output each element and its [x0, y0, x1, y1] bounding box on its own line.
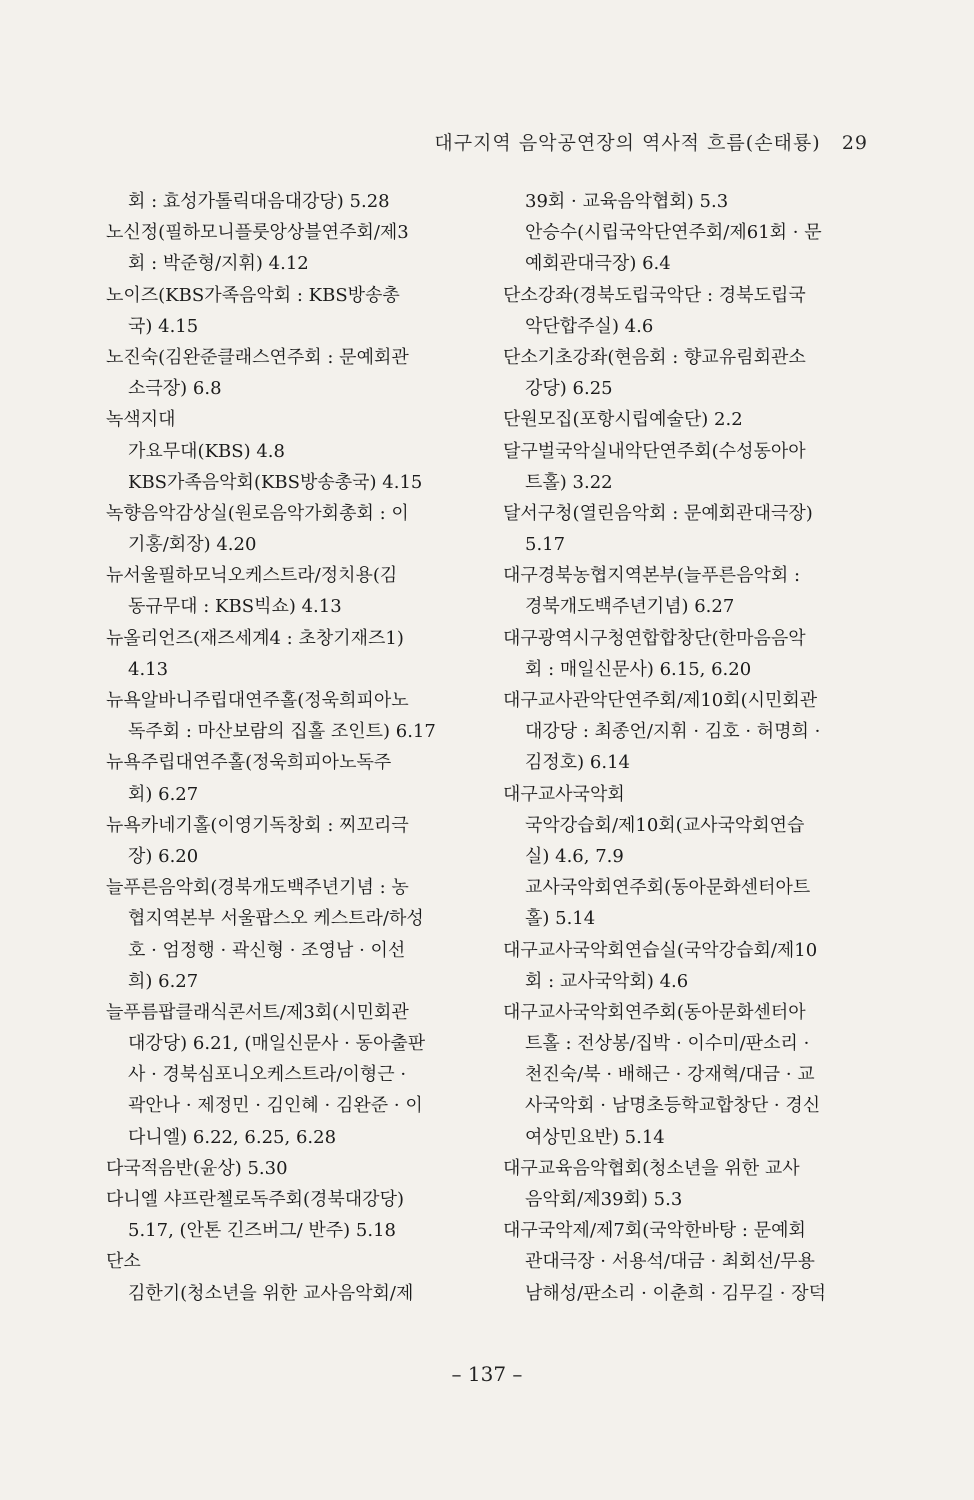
page-footer [0, 1362, 974, 1386]
index-entry-line: 달서구청(열린음악회 : 문예회관대극장) [503, 502, 813, 524]
index-continuation-line: 트홀 : 전상봉/집박 · 이수미/판소리 · [525, 1033, 810, 1055]
index-continuation-line: 희) 6.27 [128, 970, 199, 992]
index-continuation-line: 4.13 [128, 658, 169, 680]
index-continuation-line: 동규무대 : KBS빅쇼) 4.13 [128, 596, 342, 618]
index-continuation-line: 다니엘) 6.22, 6.25, 6.28 [128, 1126, 337, 1148]
index-entry-line: 단소기초강좌(현음회 : 향교유림회관소 [503, 346, 806, 368]
index-entry-line: 대구교사국악회연습실(국악강습회/제10 [503, 939, 818, 961]
index-continuation-line: 경북개도백주년기념) 6.27 [525, 596, 735, 618]
index-entry-line: 대구국악제/제7회(국악한바탕 : 문예회 [503, 1220, 806, 1242]
index-continuation-line: 김정호) 6.14 [525, 752, 630, 774]
index-continuation-line: 트홀) 3.22 [525, 471, 613, 493]
index-continuation-line: 장) 6.20 [128, 845, 199, 867]
index-continuation-line: 소극장) 6.8 [128, 378, 222, 400]
index-continuation-line: 사국악회 · 남명초등학교합창단 · 경신 [525, 1095, 821, 1117]
index-entry-line: 대구광역시구청연합합창단(한마음음악 [503, 627, 806, 649]
index-entry-line: 늘푸른음악회(경북개도백주년기념 : 농 [106, 877, 409, 899]
index-entry-line: 뉴욕알바니주립대연주홀(정욱희피아노 [106, 690, 409, 711]
index-continuation-line: 안승수(시립국악단연주회/제61회 · 문 [525, 222, 822, 244]
index-continuation-line: 악단합주실) 4.6 [525, 315, 654, 337]
index-continuation-line: 호 · 엄정행 · 곽신형 · 조영남 · 이선 [128, 939, 406, 961]
index-continuation-line: 기홍/회장) 4.20 [128, 534, 257, 556]
left-column [106, 186, 482, 1309]
index-entry-line: 단소강좌(경북도립국악단 : 경북도립국 [503, 284, 806, 306]
index-continuation-line: 대강당 : 최종언/지휘 · 김호 · 허명희 · [525, 721, 821, 743]
index-entry-line: 다니엘 샤프란첼로독주회(경북대강당) [106, 1189, 404, 1210]
index-continuation-line: 회 : 효성가톨릭대음대강당) 5.28 [128, 191, 390, 212]
index-continuation-line: 회) 6.27 [128, 783, 199, 805]
index-continuation-line: 김한기(청소년을 위한 교사음악회/제 [128, 1282, 414, 1304]
index-entry-line: 대구교사관악단연주회/제10회(시민회관 [503, 690, 818, 711]
index-entry-line: 노신정(필하모니플룻앙상블연주회/제3 [106, 222, 409, 244]
index-entry-line: 녹향음악감상실(원로음악가회총회 : 이 [106, 502, 409, 524]
index-entry-line: 녹색지대 [106, 409, 176, 431]
index-continuation-line: 곽안나 · 제정민 · 김인혜 · 김완준 · 이 [128, 1095, 423, 1117]
index-entry-line: 단소 [106, 1251, 141, 1273]
index-continuation-line: 음악회/제39회) 5.3 [525, 1189, 683, 1210]
index-continuation-line: 대강당) 6.21, (매일신문사 · 동아출판 [128, 1033, 426, 1055]
index-continuation-line: 실) 4.6, 7.9 [525, 845, 624, 867]
index-entry-line: 대구교사국악회연주회(동아문화센터아 [503, 1001, 806, 1023]
header-page-number: 29 [841, 132, 868, 154]
index-entry-line: 뉴서울필하모닉오케스트라/정치용(김 [106, 565, 398, 587]
index-continuation-line: 협지역본부 서울팝스오 케스트라/하성 [128, 908, 424, 930]
index-entry-line: 단원모집(포항시립예술단) 2.2 [503, 409, 743, 431]
index-entry-line: 뉴욕카네기홀(이영기독창회 : 찌꼬리극 [106, 814, 409, 836]
index-continuation-line: 회 : 매일신문사) 6.15, 6.20 [525, 658, 752, 680]
index-continuation-line: 독주회 : 마산보람의 집홀 조인트) 6.17 [128, 721, 436, 743]
index-entry-line: 늘푸름팝클래식콘서트/제3회(시민회관 [106, 1001, 409, 1023]
index-continuation-line: 예회관대극장) 6.4 [525, 253, 671, 275]
index-continuation-line: 5.17, (안톤 긴즈버그/ 반주) 5.18 [128, 1220, 396, 1242]
footer-page-number: – 137 – [451, 1362, 523, 1386]
index-entry-line: 대구교육음악협회(청소년을 위한 교사 [503, 1157, 800, 1179]
index-continuation-line: 회 : 교사국악회) 4.6 [525, 970, 689, 992]
index-entry-line: 노이즈(KBS가족음악회 : KBS방송총 [106, 284, 400, 306]
index-continuation-line: 여상민요반) 5.14 [525, 1126, 665, 1148]
index-continuation-line: 5.17 [525, 534, 566, 556]
index-continuation-line: 사 · 경북심포니오케스트라/이형근 · [128, 1064, 407, 1086]
index-continuation-line: KBS가족음악회(KBS방송총국) 4.15 [128, 471, 423, 493]
index-continuation-line: 강당) 6.25 [525, 378, 613, 400]
index-entry-line: 노진숙(김완준클래스연주회 : 문예회관 [106, 346, 409, 368]
index-entry-line: 달구벌국악실내악단연주회(수성동아아 [503, 440, 806, 462]
index-continuation-line: 가요무대(KBS) 4.8 [128, 440, 285, 462]
index-entry-line: 대구교사국악회 [503, 783, 625, 805]
index-entry-line: 뉴욕주립대연주홀(정욱희피아노독주 [106, 752, 392, 774]
index-continuation-line: 39회 · 교육음악협회) 5.3 [525, 191, 729, 212]
index-continuation-line: 회 : 박준형/지휘) 4.12 [128, 253, 309, 275]
index-continuation-line: 관대극장 · 서용석/대금 · 최회선/무용 [525, 1251, 815, 1273]
index-entry-line: 대구경북농협지역본부(늘푸른음악회 : [503, 565, 801, 587]
index-continuation-line: 국) 4.15 [128, 315, 199, 337]
right-column [503, 186, 879, 1309]
index-continuation-line: 홀) 5.14 [525, 908, 596, 930]
index-entry-line: 뉴올리언즈(재즈세계4 : 초창기재즈1) [106, 627, 404, 649]
index-entry-line: 다국적음반(윤상) 5.30 [106, 1157, 288, 1179]
index-continuation-line: 국악강습회/제10회(교사국악회연습 [525, 814, 805, 836]
index-continuation-line: 교사국악회연주회(동아문화센터아트 [525, 877, 811, 899]
header-title: 대구지역 음악공연장의 역사적 흐름(손태룡) [434, 132, 821, 154]
running-header [0, 128, 868, 155]
index-continuation-line: 남해성/판소리 · 이춘희 · 김무길 · 장덕 [525, 1282, 826, 1304]
index-continuation-line: 천진숙/북 · 배해근 · 강재혁/대금 · 교 [525, 1064, 815, 1086]
